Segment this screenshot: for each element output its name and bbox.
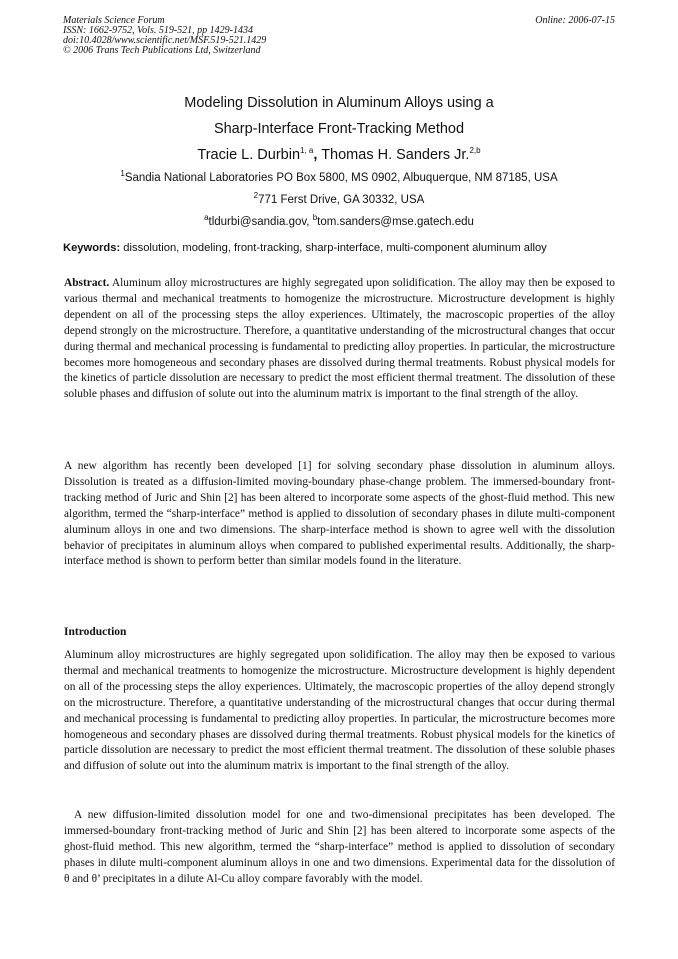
paper-title-line-1: Modeling Dissolution in Aluminum Alloys using a <box>184 95 494 111</box>
author-separator: , <box>313 147 318 163</box>
paper-title-line-2: Sharp-Interface Front-Tracking Method <box>213 121 465 137</box>
keywords <box>63 240 620 256</box>
summary-paragraph: A new algorithm has recently been developed [1] for solving secondary phase dissolution in aluminum alloys. Dissolution is treated as a diffusion-limited moving-boundary phase-change problem. The immersed-boundary front-tracking method of Juric and Shin [2] has been altered to incorporate some aspects of the ghost-fluid method. This new algorithm, termed the “sharp-interface” method is applied to dissolution of secondary phases in dilute multi-component aluminum alloys in one and two dimensions. The sharp-interface method is shown to agree well with the dissolution behavior of precipitates in aluminum alloys when compared to published experimental results. Additionally, the sharp-interface method is shown to perform better than similar models found in the literature. <box>64 460 615 568</box>
abstract-label: Abstract. <box>64 277 110 289</box>
email-a: tldurbi@sandia.gov, <box>208 216 313 228</box>
doi-line: doi:10.4028/www.scientific.net/MSF.519-521.1429 <box>63 35 267 46</box>
publication-info <box>63 16 615 56</box>
author-list <box>40 143 638 167</box>
affiliation-1: $^1$Sandia National Laboratories PO Box 5800, MS 0902, Albuquerque, NM 87185, USA <box>120 169 558 184</box>
copyright-line: © 2006 Trans Tech Publications Ltd, Switzerland <box>63 45 261 56</box>
introduction-paragraph-2: A new diffusion-limited dissolution model for one and two-dimensional precipitates has been developed. The immersed-boundary front-tracking method of Juric and Shin [2] has been altered to incorporate some aspects of the ghost-fluid method. This new algorithm, termed the “sharp-interface” method is applied to dissolution of secondary phases in dilute multi-component aluminum alloys in one and two dimensions. Experimental data for the dissolution of θ and θ’ precipitates in a dilute Al-Cu alloy compare favorably with the model. <box>64 809 615 885</box>
journal-name: Materials Science Forum <box>63 15 165 26</box>
page-header <box>63 16 615 56</box>
author-emails: $^a$tldurbi@sandia.gov, $^b$tom.sanders@mse.gatech.edu <box>204 213 474 228</box>
title-block <box>40 90 638 233</box>
email-b: tom.sanders@mse.gatech.edu <box>317 216 474 228</box>
author-1-affiliation-marker: 1, a <box>300 146 314 156</box>
author-2-affiliation-marker: 2,b <box>469 146 481 156</box>
affiliation-2: $^2$771 Ferst Drive, GA 30332, USA <box>253 191 425 206</box>
introduction-paragraph-1: Aluminum alloy microstructures are highly segregated upon solidification. The alloy may then be exposed to various thermal and mechanical treatments to homogenize the microstructure. Microstructure development is highly dependent on all of the processing steps the alloy experiences. Ultimately, the macroscopic properties of the alloy depend strongly on the microstructure. Therefore, a quantitative understanding of the microstructural changes that occur during thermal and mechanical processing is fundamental to predicting alloy properties. In particular, the microstructure becomes more homogeneous and secondary phases are dissolved during thermal treatments. Robust physical models for the kinetics of particle dissolution are necessary to predict the most efficient thermal treatment. The dissolution of these soluble phases and diffusion of solute out into the aluminum matrix is important to the final strength of the alloy. <box>64 649 615 773</box>
online-date: Online: 2006-07-15 <box>535 15 615 26</box>
issn-line: ISSN: 1662-9752, Vols. 519-521, pp 1429-1434 <box>63 25 253 36</box>
author-1: Tracie L. Durbin <box>197 147 301 163</box>
introduction-heading: Introduction <box>64 626 127 638</box>
keywords-label: Keywords: <box>63 242 121 254</box>
abstract-text: Aluminum alloy microstructures are highly segregated upon solidification. The alloy may then be exposed to various thermal and mechanical treatments to homogenize the microstructure. Microstructure development is highly dependent on all of the processing steps the alloy experiences. Ultimately, the macroscopic properties of the alloy depend strongly on the microstructure. Therefore, a quantitative understanding of the microstructural changes that occur during thermal and mechanical processing is fundamental to predicting alloy properties. In particular, the microstructure becomes more homogeneous and secondary phases are dissolved during thermal treatments. Robust physical models for the kinetics of particle dissolution are necessary to predict the most efficient thermal treatment. The dissolution of these soluble phases and diffusion of solute out into the aluminum matrix is important to the final strength of the alloy. <box>64 277 615 401</box>
keywords-text: dissolution, modeling, front-tracking, sharp-interface, multi-component aluminum alloy <box>120 242 547 254</box>
abstract <box>64 276 615 403</box>
author-2: Thomas H. Sanders Jr. <box>321 147 470 163</box>
